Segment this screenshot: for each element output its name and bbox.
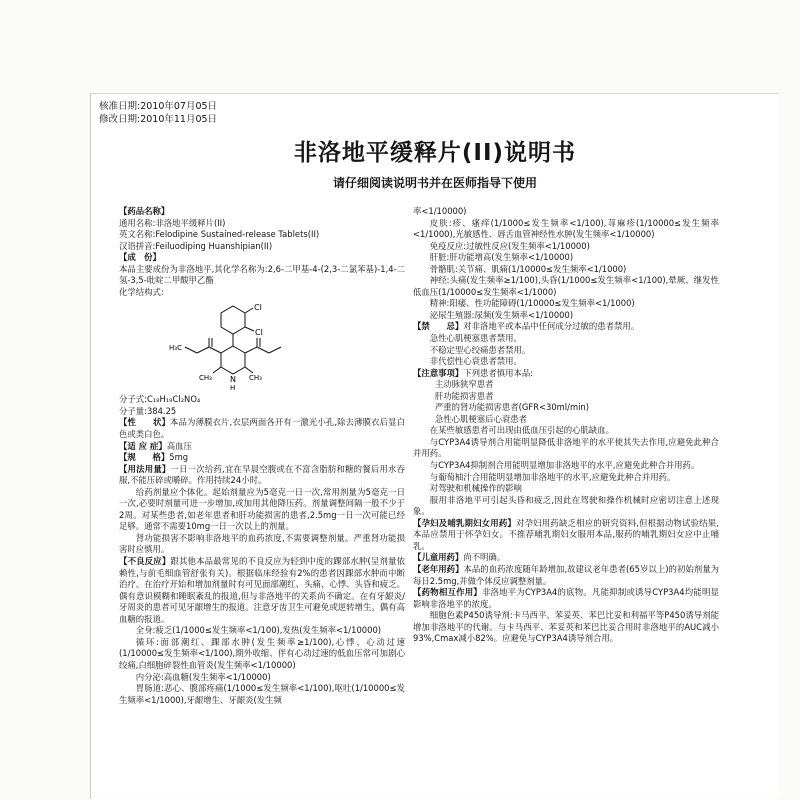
dosage-text-3: 肾功能损害不影响非洛地平的血药浓度,不需要调整剂量。严重肾功能损害时应慎用。 <box>119 532 405 555</box>
methyl-label-1: H₃C <box>169 344 182 353</box>
revised-date: 修改日期:2010年11月05日 <box>99 114 218 125</box>
caution-text-9: 与葡萄柚汁合用能明显增加非洛地平的水平,应避免此种合并用药。 <box>429 471 676 482</box>
contra-text-4: 非代偿性心衰患者禁用。 <box>429 356 522 367</box>
dosage-text-1: 一日一次给药,宜在早晨空腹或在不富含脂肪和糖的餐后用水吞服,不能压碎或嚼碎。作用持续24小时。 <box>119 463 405 486</box>
section-heading-adverse: 【不良反应】 <box>119 556 171 567</box>
chemical-structure <box>153 300 303 392</box>
adverse-text-continued: 率<1/10000) <box>413 206 467 216</box>
caution-text-2: 主动脉狭窄患者 <box>434 379 494 390</box>
elderly-text: 本品的血药浓度随年龄增加,故建议老年患者(65岁以上)的初始剂量为每日2.5mg,并做个体反应调整剂量。 <box>413 563 719 586</box>
document-subtitle: 请仔细阅读说明书并在医师指导下使用 <box>332 176 537 190</box>
nitrogen-label: N <box>230 375 236 385</box>
section-heading-composition: 【成 份】 <box>119 252 161 263</box>
section-heading-character: 【性 状】 <box>119 417 171 428</box>
adverse-liver: 肝脏:肝功能增高(发生频率<1/10000) <box>429 252 574 263</box>
molecular-weight: 分子量:384.25 <box>119 405 177 416</box>
section-heading-contraindications: 【禁 忌】 <box>413 321 464 332</box>
nitrogen-h-label: H <box>230 384 236 393</box>
caution-text-1: 下列患者慎用本品: <box>463 367 534 378</box>
left-column <box>119 206 405 706</box>
english-name: 英文名称:Felodipine Sustained-release Tablets(II) <box>119 229 320 240</box>
methyl-label-2: CH₃ <box>199 374 212 383</box>
caution-text-5: 急性心肌梗塞后心衰患者 <box>434 413 527 424</box>
adverse-skin: 皮肤:疹、瘙痒(1/1000≤发生频率<1/100),荨麻疹(1/10000≤发生频率<1/1000),光敏感性、唇舌血管神经性水肿(发生频率<1/10000) <box>413 217 719 240</box>
document-title: 非洛地平缓释片(II)说明书 <box>293 140 577 166</box>
section-heading-cautions: 【注意事项】 <box>413 367 464 378</box>
adverse-muscle: 骨骼肌:关节痛、肌痛(1/10000≤发生频率<1/1000) <box>429 263 627 274</box>
caution-text-10: 对驾驶和机械操作的影响 <box>429 483 522 494</box>
section-heading-indication: 【适 应 症】 <box>119 440 167 451</box>
composition-text: 本品主要成份为非洛地平,其化学名称为:2,6-二甲基-4-(2,3-二氯苯基)-1,4-二氢-3,5-吡啶二甲酸甲乙酯 <box>119 263 405 286</box>
section-heading-drug-name: 【药品名称】 <box>119 206 170 216</box>
structure-label: 化学结构式: <box>119 286 164 297</box>
spec-text: 5mg <box>169 452 189 463</box>
adverse-text-3: 循环:面部潮红、踝部水肿(发生频率≥1/100),心悸、心动过速(1/10000≤发生频率<1/100),期外收缩、伴有心动过速的低血压常可加剧心绞痛,白细胞碎裂性血管炎(发生频率<1/10000) <box>119 636 405 670</box>
section-heading-children: 【儿童用药】 <box>413 552 464 563</box>
interaction-text-1: 非洛地平为CYP3A4的底物。凡能抑制或诱导CYP3A4均能明显影响非洛地平的浓度。 <box>413 587 719 609</box>
section-heading-spec: 【规 格】 <box>119 452 170 463</box>
molecular-formula: 分子式:C₁₈H₁₉Cl₂NO₄ <box>119 394 201 405</box>
section-heading-interactions: 【药物相互作用】 <box>413 587 482 598</box>
adverse-uro: 泌尿生殖器:尿频(发生频率<1/10000) <box>429 309 574 320</box>
children-text: 尚不明确。 <box>463 552 506 563</box>
adverse-psych: 精神:阳痿、性功能障碍(1/10000≤发生频率<1/1000) <box>429 298 635 309</box>
contra-text-1: 对非洛地平或本品中任何成分过敏的患者禁用。 <box>463 321 640 332</box>
interaction-text-2: 细胞色素P450诱导剂:卡马西平、苯妥英、苯巴比妥和利福平等P450诱导剂能增加非洛地平的代谢。与卡马西平、苯妥英和苯巴比妥合用时非洛地平的AUC减小93%,Cmax减小82%。应避免与CYP3A4诱导剂合用。 <box>413 610 719 644</box>
approved-date: 核准日期:2010年07月05日 <box>99 101 218 112</box>
pinyin-name: 汉语拼音:Feiluodiping Huanshipian(II) <box>119 240 273 251</box>
generic-name: 通用名称:非洛地平缓释片(II) <box>119 217 226 228</box>
pregnancy-text: 对孕妇用药缺乏相应的研究资料,但根据动物试验结果,本品应禁用于怀孕妇女。不推荐哺乳期妇女服用本品,服药的哺乳期妇女应中止哺乳。 <box>413 517 719 551</box>
date-block <box>99 100 217 126</box>
adverse-nerve: 神经:头痛(发生频率≥1/100),头昏(1/1000≤发生频率<1/100),晕厥、继发性低血压(1/10000≤发生频率<1/1000) <box>413 275 719 297</box>
adverse-text-4: 内分泌:高血糖(发生频率<1/10000) <box>135 671 271 682</box>
caution-text-3: 肝功能损害患者 <box>434 390 494 401</box>
caution-text-4: 严重的肾功能损害患者(GFR<30ml/min) <box>434 402 590 413</box>
leaflet-page <box>90 93 779 799</box>
adverse-text-1: 跟其他本品最常见的不良反应为轻到中度的踝部水肿(呈剂量依赖性,与前毛细血管舒张有关)。根据临床经验有2%的患者因踝部水肿而中断治疗。在治疗开始和增加剂量时有可见面部潮红、头痛、心悸、头昏和疲乏。偶有意识模糊和睡眠紊乱的报道,但与非洛地平的关系尚不确定。在有牙龈炎/牙周炎的患者可见牙龈增生的报道。注意牙齿卫生可避免或逆转增生。偶有高血糖的报道。 <box>119 556 405 624</box>
indication-text: 高血压 <box>166 440 192 451</box>
caution-text-7: 与CYP3A4诱导剂合用能明显降低非洛地平的水平使其失去作用,应避免此种合并用药。 <box>413 436 719 459</box>
chlorine-label-1: Cl <box>254 303 262 313</box>
caution-text-6: 在某些敏感患者可出现由低血压引起的心肌缺血。 <box>429 425 615 436</box>
section-heading-elderly: 【老年用药】 <box>413 563 464 574</box>
methyl-label-3: CH₃ <box>249 374 262 383</box>
contra-text-2: 急性心肌梗塞患者禁用。 <box>429 333 522 344</box>
adverse-text-2: 全身:疲乏(1/1000≤发生频率<1/100),发热(发生频率<1/10000) <box>135 625 382 636</box>
character-text: 本品为薄膜衣片,衣层两面各开有一激光小孔,除去薄膜衣后显白色或类白色。 <box>119 417 406 440</box>
contra-text-3: 不稳定型心绞痛患者禁用。 <box>429 344 531 355</box>
caution-text-8: 与CYP3A4抑制剂合用能明显增加非洛地平的水平,应避免此种合并用药。 <box>429 460 700 471</box>
dosage-text-2: 给药剂量应个体化。起始剂量应为5毫克一日一次,常用剂量为5毫克一日一次,必要时剂量可进一步增加,或加用其他降压药。剂量调整间隔一般不少于2周。对某些患者,如老年患者和肝功能损害的患者,2.5mg一日一次可能已经足够。通常不需要10mg一日一次以上的剂量。 <box>119 486 405 532</box>
chlorine-label-2: Cl <box>255 328 263 338</box>
right-column <box>413 206 719 645</box>
caution-text-11: 服用非洛地平可引起头昏和疲乏,因此在驾驶和操作机械时应密切注意上述现象。 <box>413 494 719 517</box>
section-heading-dosage: 【用法用量】 <box>119 463 171 474</box>
adverse-immune: 免疫反应:过敏性反应(发生频率<1/10000) <box>429 240 590 251</box>
adverse-text-5: 胃肠道:恶心、腹部疼痛(1/1000≤发生频率<1/100),呕吐(1/10000≤发生频率<1/1000),牙龈增生、牙龈炎(发生频 <box>119 683 405 705</box>
section-heading-pregnancy: 【孕妇及哺乳期妇女用药】 <box>413 517 517 528</box>
